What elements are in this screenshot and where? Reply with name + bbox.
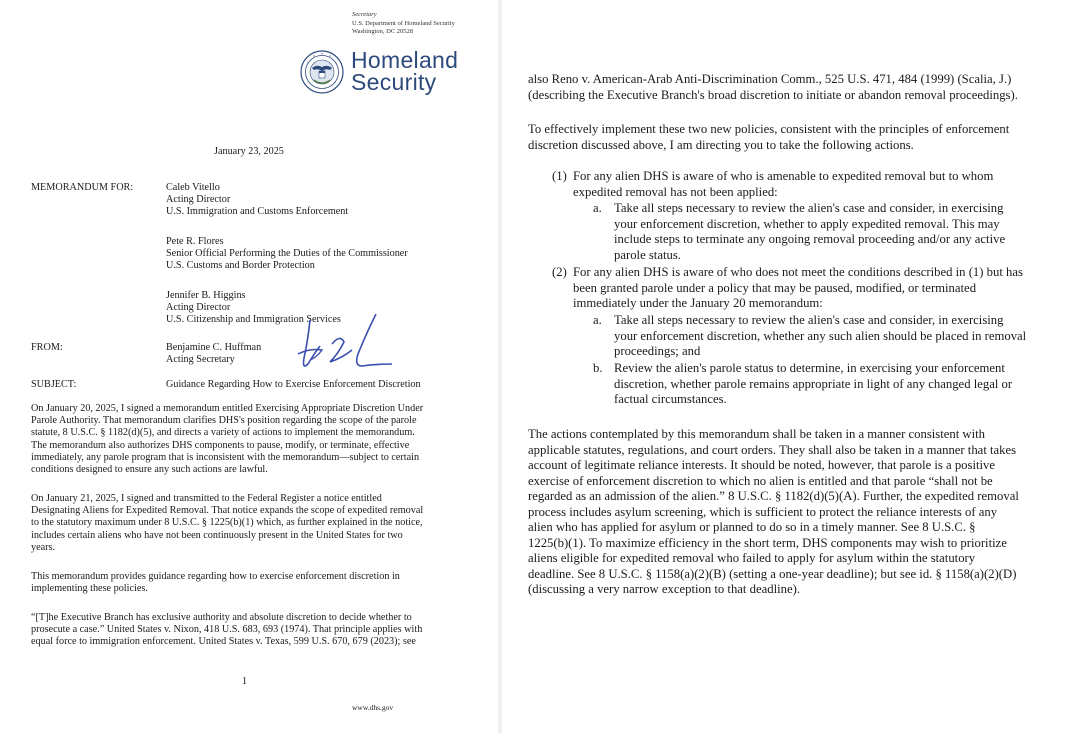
memo-date: January 23, 2025 <box>214 146 284 157</box>
page1-paragraph-2 <box>31 493 423 554</box>
text-line: On January 21, 2025, I signed and transmitted to the Federal Register a notice entitled <box>31 493 382 504</box>
text-line: expedited removal has not been applied: <box>573 184 778 199</box>
recipient-name: Pete R. Flores <box>166 236 224 247</box>
text-line: account of legitimate reliance interests. It should be noted, however, that parole is a positive <box>528 458 996 472</box>
page-number: 1 <box>242 676 248 687</box>
brand-line-2: Security <box>351 69 437 95</box>
from-label: FROM: <box>31 342 63 353</box>
text-line: factual circumstances. <box>614 392 727 406</box>
from-name: Benjamine C. Huffman <box>166 342 262 353</box>
text-line: been granted parole under a policy that may be paused, modified, or terminated <box>573 280 977 295</box>
text-line: aliens eligible for expedited removal who failed to apply for asylum within the statutory <box>528 551 976 565</box>
from-block <box>166 342 261 366</box>
text-line: years. <box>31 541 56 553</box>
footer-url: www.dhs.gov <box>352 703 394 712</box>
text-line: To effectively implement these two new policies, consistent with the principles of enforcement <box>528 122 1010 136</box>
page1-paragraph-4 <box>31 612 422 649</box>
recipient-2 <box>166 236 408 273</box>
text-line: process includes asylum screening, which is sufficient to protect the reliance interests of any <box>528 504 998 519</box>
action-number: (1) <box>552 169 567 183</box>
page1-paragraph-1 <box>31 403 423 476</box>
sub-item-letter: a. <box>593 313 602 327</box>
text-line: discretion, whether parole remains appropriate in light of any changed legal or <box>614 376 1013 391</box>
action-number: (2) <box>552 265 567 279</box>
action-2-text <box>573 265 1023 312</box>
sub-item-letter: b. <box>593 361 603 375</box>
text-line: deadline. See 8 U.S.C. § 1158(a)(2)(B) (setting a one-year deadline); but see id. § 1158(a)(2)(D) <box>528 566 1017 581</box>
letterhead-department: U.S. Department of Homeland Security <box>352 19 455 27</box>
text-line: implementing these policies. <box>31 583 148 595</box>
text-line: also Reno v. American-Arab Anti-Discrimination Comm., 525 U.S. 471, 484 (1999) (Scalia, J.) <box>528 72 1012 86</box>
text-line: (describing the Executive Branch's broad discretion to initiate or abandon removal proceedings). <box>528 87 1018 102</box>
text-line: immediately, any parole program that is inconsistent with the memorandum—subject to certain <box>31 451 420 463</box>
text-line: includes certain aliens who have not been continuously present in the United States for two <box>31 529 403 541</box>
text-line: 1225(b)(1). To maximize efficiency in the short term, DHS components may wish to prioritize <box>528 535 1007 550</box>
text-line: parole status. <box>614 247 681 262</box>
text-line: The actions contemplated by this memorandum shall be taken in a manner consistent with <box>528 427 985 441</box>
letterhead-office <box>352 11 455 37</box>
text-line: immediately under the January 20 memorandum: <box>573 296 823 310</box>
from-title: Acting Secretary <box>166 354 235 366</box>
action-1a-text <box>614 201 1005 263</box>
text-line: On January 20, 2025, I signed a memorandum entitled Exercising Appropriate Discretion Under <box>31 403 424 414</box>
sub-item-letter: a. <box>593 201 602 215</box>
letterhead-brand <box>351 49 458 93</box>
text-line: This memorandum provides guidance regarding how to exercise enforcement discretion in <box>31 571 400 582</box>
text-line: statute, 8 U.S.C. § 1182(d)(5), and directs a variety of actions to implement the memorandum. <box>31 427 415 439</box>
text-line: your enforcement discretion, whether any such alien should be placed in removal <box>614 328 1027 343</box>
text-line: proceedings; and <box>614 344 701 358</box>
text-line: Designating Aliens for Expedited Removal. That notice expands the scope of expedited removal <box>31 505 424 517</box>
text-line: Parole Authority. That memorandum clarifies DHS's position regarding the scope of the parole <box>31 415 417 427</box>
text-line: “[T]he Executive Branch has exclusive authority and absolute discretion to decide whether to <box>31 612 412 623</box>
recipient-title: Acting Director <box>166 302 231 314</box>
recipient-name: Jennifer B. Higgins <box>166 290 246 301</box>
action-2a-text <box>614 313 1026 360</box>
dhs-seal-icon <box>300 50 344 94</box>
brand-line-1: Homeland <box>351 47 459 73</box>
page2-paragraph-considerations <box>528 427 1073 598</box>
action-1-text <box>573 169 993 200</box>
text-line: The memorandum also authorizes DHS components to pause, modify, or terminate, effective <box>31 439 410 451</box>
letterhead-office-title: Secretary <box>352 11 377 18</box>
signature-image <box>280 314 398 380</box>
text-line: your enforcement discretion, whether to apply expedited removal. This may <box>614 216 1000 231</box>
text-line: prosecute a case.” United States v. Nixon, 418 U.S. 683, 693 (1974). That principle applies with <box>31 624 423 636</box>
recipient-name: Caleb Vitello <box>166 182 220 193</box>
recipient-title: Acting Director <box>166 194 231 206</box>
recipient-org: U.S. Immigration and Customs Enforcement <box>166 206 349 218</box>
text-line: Take all steps necessary to review the alien's case and consider, in exercising <box>614 313 1004 327</box>
text-line: regarded as an admission of the alien.” 8 U.S.C. § 1182(d)(5)(A). Further, the expedited removal <box>528 489 1019 503</box>
text-line: equal force to immigration enforcement. United States v. Texas, 599 U.S. 670, 679 (2023); see <box>31 636 416 648</box>
text-line: Take all steps necessary to review the alien's case and consider, in exercising <box>614 201 1004 215</box>
text-line: For any alien DHS is aware of who is amenable to expedited removal but to whom <box>573 169 994 183</box>
text-line: discretion discussed above, I am directing you to take the following actions. <box>528 137 914 152</box>
text-line: alien who has applied for asylum or planned to do so in a timely manner. See 8 U.S.C. § <box>528 520 976 534</box>
text-line: Review the alien's parole status to determine, in exercising your enforcement <box>614 361 1005 375</box>
subject-text: Guidance Regarding How to Exercise Enforcement Discretion <box>166 379 421 390</box>
recipient-org: U.S. Citizenship and Immigration Services <box>166 314 341 326</box>
text-line: conditions designed to ensure any such actions are lawful. <box>31 464 268 476</box>
text-line: exercise of enforcement discretion to which no alien is entitled and that parole “shall not be <box>528 473 993 488</box>
text-line: include steps to terminate any ongoing removal proceeding and/or any active <box>614 232 1006 246</box>
recipient-org: U.S. Customs and Border Protection <box>166 260 315 272</box>
recipient-1 <box>166 182 348 219</box>
text-line: to the statutory maximum under 8 U.S.C. § 1225(b)(1) which, as further explained in the notice, <box>31 517 423 529</box>
page2-paragraph-continuation <box>528 72 1073 103</box>
recipient-title: Senior Official Performing the Duties of the Commissioner <box>166 248 408 260</box>
page2-paragraph-directive <box>528 122 1073 153</box>
memo-for-label: MEMORANDUM FOR: <box>31 182 134 193</box>
action-2b-text <box>614 361 1012 408</box>
text-line: (discussing a very narrow exception to that deadline). <box>528 582 800 596</box>
letterhead-address: Washington, DC 20528 <box>352 28 414 35</box>
page1-paragraph-3 <box>31 571 400 595</box>
text-line: applicable statutes, regulations, and court orders. They shall also be taken in a manner that takes <box>528 442 1017 457</box>
text-line: For any alien DHS is aware of who does not meet the conditions described in (1) but has <box>573 265 1023 279</box>
subject-label: SUBJECT: <box>31 379 77 390</box>
